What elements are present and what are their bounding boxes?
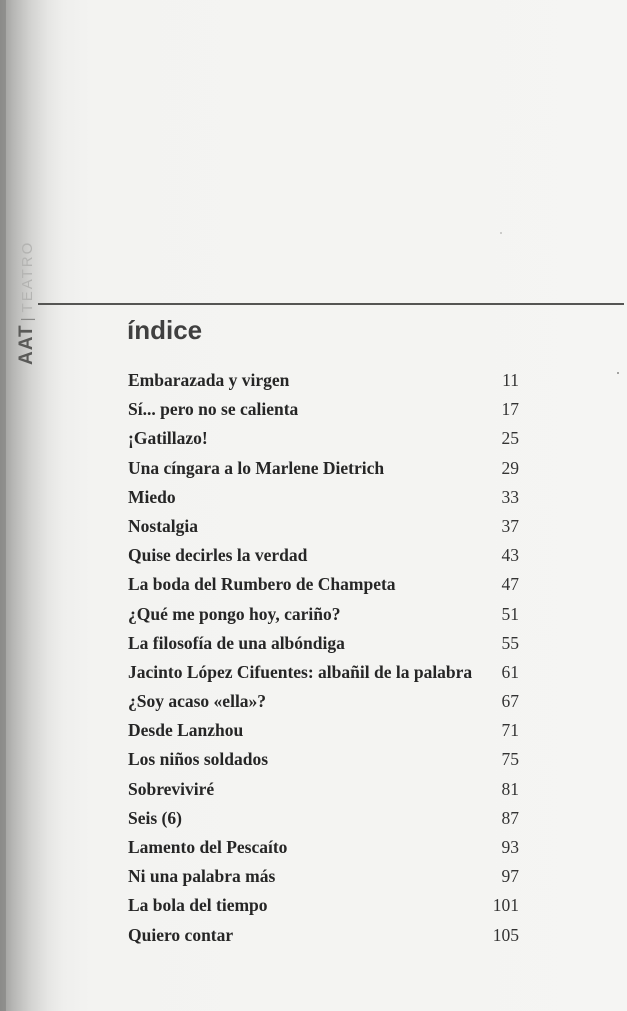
toc-entry xyxy=(128,833,519,862)
toc-entry xyxy=(128,600,519,629)
toc-entry xyxy=(128,804,519,833)
toc-entry-title: Nostalgia xyxy=(128,515,198,536)
toc-entry-title: Desde Lanzhou xyxy=(128,720,244,741)
toc-entry-title: Quise decirles la verdad xyxy=(128,545,308,566)
toc-entry-page-number: 11 xyxy=(502,370,519,390)
toc-entry-title: Quiero contar xyxy=(128,924,234,945)
page-title: índice xyxy=(127,315,203,345)
toc-entry xyxy=(128,454,519,483)
toc-entry xyxy=(128,687,519,716)
toc-entry-page-number: 67 xyxy=(501,691,519,712)
speck xyxy=(617,372,619,374)
toc-entry-page-number: 75 xyxy=(501,749,519,770)
toc-entry-title: ¿Qué me pongo hoy, cariño? xyxy=(128,603,341,624)
toc-entry-page-number: 29 xyxy=(501,457,519,478)
toc-entry-page-number: 25 xyxy=(501,428,519,449)
toc-entry-title: Los niños soldados xyxy=(128,749,269,770)
spine-label xyxy=(2,140,42,380)
toc-entry-page-number: 81 xyxy=(501,778,519,799)
toc-entry-title: Lamento del Pescaíto xyxy=(128,837,288,857)
toc-entry xyxy=(128,629,519,658)
toc-entry-page-number: 43 xyxy=(501,545,519,566)
toc-entry-page-number: 61 xyxy=(501,661,519,682)
toc-entry xyxy=(128,366,519,395)
toc-entry xyxy=(128,891,519,920)
toc-entry-page-number: 101 xyxy=(492,895,519,916)
toc-entry xyxy=(128,395,519,424)
toc-entry-title: Sobreviviré xyxy=(128,778,215,799)
toc-entry-page-number: 51 xyxy=(501,603,519,624)
spine-collection: TEATRO xyxy=(19,240,36,313)
toc-entry xyxy=(128,745,519,774)
toc-entry-title: Miedo xyxy=(128,486,176,507)
toc-entry-title: Seis (6) xyxy=(128,807,182,828)
toc-entry-page-number: 33 xyxy=(501,486,519,507)
toc-entry xyxy=(128,921,519,950)
toc-entry-page-number: 17 xyxy=(501,399,519,420)
header-rule xyxy=(38,303,624,305)
toc-entry-title: Embarazada y virgen xyxy=(128,370,290,390)
toc-entry-title: ¿Soy acaso «ella»? xyxy=(128,691,267,712)
toc-entry-page-number: 105 xyxy=(492,924,519,945)
toc-entry-page-number: 87 xyxy=(501,807,519,828)
speck xyxy=(500,232,502,234)
table-of-contents xyxy=(128,366,519,950)
toc-entry-page-number: 97 xyxy=(501,866,519,887)
toc-entry-title: Sí... pero no se calienta xyxy=(128,399,299,420)
toc-entry-title: ¡Gatillazo! xyxy=(128,428,208,449)
toc-entry-page-number: 37 xyxy=(501,515,519,536)
toc-entry xyxy=(128,541,519,570)
toc-entry-page-number: 93 xyxy=(501,837,519,857)
toc-entry xyxy=(128,775,519,804)
toc-entry xyxy=(128,862,519,891)
toc-entry-title: La boda del Rumbero de Champeta xyxy=(128,574,396,595)
spine-brand: AAT xyxy=(16,324,37,365)
toc-entry xyxy=(128,658,519,687)
toc-entry-title: Ni una palabra más xyxy=(128,866,276,887)
toc-entry xyxy=(128,424,519,453)
toc-entry xyxy=(128,570,519,599)
toc-entry-page-number: 47 xyxy=(501,574,519,595)
spine-separator: | xyxy=(19,315,36,322)
toc-entry-page-number: 55 xyxy=(501,632,519,653)
toc-entry-title: Una cíngara a lo Marlene Dietrich xyxy=(128,457,385,478)
toc-entry-title: La filosofía de una albóndiga xyxy=(128,632,345,653)
toc-entry-title: Jacinto López Cifuentes: albañil de la palabra xyxy=(128,661,473,682)
toc-entry xyxy=(128,716,519,745)
toc-entry-title: La bola del tiempo xyxy=(128,895,268,916)
toc-entry xyxy=(128,512,519,541)
toc-entry xyxy=(128,483,519,512)
toc-entry-page-number: 71 xyxy=(501,720,519,741)
